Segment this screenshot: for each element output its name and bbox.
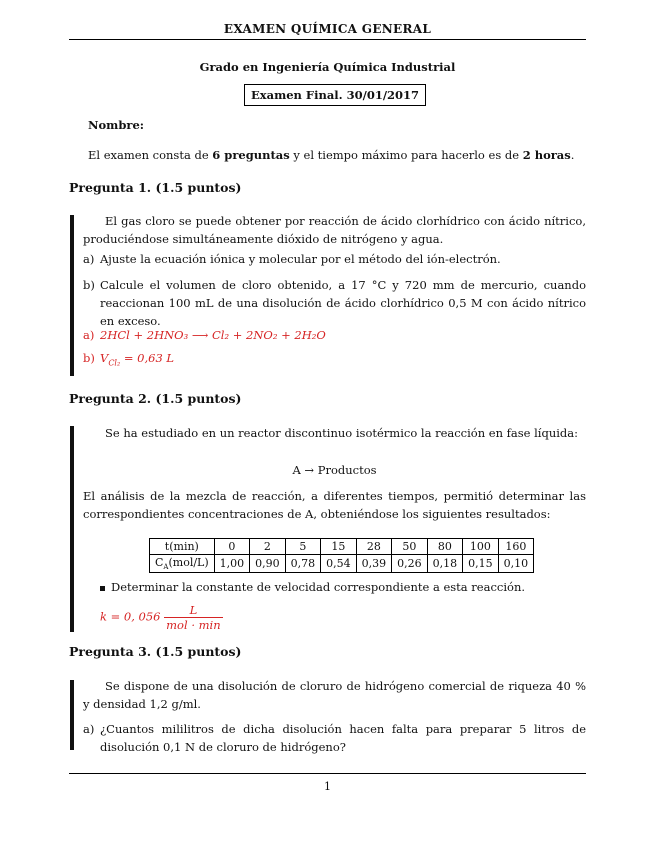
question-2-bar (70, 426, 74, 632)
rate-constant-units (164, 603, 222, 632)
reaction-line: A → Productos (292, 463, 377, 477)
bullet-text: Determinar la constante de velocidad correspondiente a esta reacción. (111, 580, 526, 594)
exam-header: EXAMEN QUÍMICA GENERAL (223, 22, 432, 36)
question-1-bar (70, 215, 74, 376)
table-cell: 0,90 (250, 555, 286, 573)
question-3-statement: Se dispone de una disolución de cloruro de hidrógeno comercial de riqueza 40 % y densidad 1,2 g/ml. (83, 679, 586, 711)
question-1-statement: El gas cloro se puede obtener por reacción de ácido clorhídrico con ácido nítrico, produciéndose simultáneamente dióxido de nitrógeno y agua. (83, 214, 586, 246)
item-text: ¿Cuantos mililitros de dicha disolución hacen falta para preparar 5 litros de disolución 0,1 N de cloruro de hidrógeno? (100, 722, 586, 754)
item-label: a) (83, 722, 95, 736)
table-cell: 15 (321, 539, 357, 555)
question-2-statement2: El análisis de la mezcla de reacción, a diferentes tiempos, permitió determinar las correspondientes concentraciones de A, obteniéndose los siguientes resultados: (83, 489, 586, 521)
volume-value: = 0,63 L (120, 351, 175, 365)
table-cell: 2 (250, 539, 286, 555)
volume-symbol: V (100, 351, 109, 365)
question-2-heading: Pregunta 2. (1.5 puntos) (69, 391, 242, 406)
table-row-label: t(min) (150, 539, 215, 555)
table-cell: 160 (498, 539, 534, 555)
fraction-numerator: L (164, 603, 222, 618)
question-3-heading: Pregunta 3. (1.5 puntos) (69, 644, 242, 659)
name-label: Nombre: (88, 118, 145, 132)
table-row (150, 539, 534, 555)
intro-bold-questions: 6 preguntas (212, 148, 290, 162)
answer-label: a) (83, 328, 95, 342)
label-c: C (155, 556, 164, 569)
fraction-denominator: mol · min (166, 618, 221, 632)
rate-constant-value: k = 0, 056 (100, 609, 161, 624)
table-cell: 100 (463, 539, 499, 555)
answer-label: b) (83, 351, 95, 365)
table-row-label (150, 555, 215, 573)
table-row (150, 555, 534, 573)
intro-bold-hours: 2 horas (522, 148, 571, 162)
footer-rule (69, 773, 586, 774)
table-cell: 0,15 (463, 555, 499, 573)
label-sub: A (163, 563, 169, 572)
degree-subtitle: Grado en Ingeniería Química Industrial (199, 60, 456, 74)
item-text: Calcule el volumen de cloro obtenido, a 17 °C y 720 mm de mercurio, cuando reaccionan 100 mL de una disolución de ácido clorhídrico 0,5 M con ácido nítrico en exceso. (100, 278, 586, 328)
intro-mid: y el tiempo máximo para hacerlo es de (289, 148, 523, 162)
table-cell: 1,00 (214, 555, 250, 573)
table-cell: 0,54 (321, 555, 357, 573)
table-cell: 0,39 (356, 555, 392, 573)
table-cell: 0,78 (285, 555, 321, 573)
question-2-answer (100, 603, 223, 632)
bullet-square-icon (100, 586, 105, 591)
intro-pre: El examen consta de (88, 148, 213, 162)
table-cell: 0 (214, 539, 250, 555)
intro-text (88, 148, 574, 162)
volume-subscript: Cl₂ (108, 358, 121, 368)
item-text: Ajuste la ecuación iónica y molecular por el método del ión-electrón. (100, 252, 501, 266)
question-1-item-a (83, 250, 586, 268)
question-2-statement: Se ha estudiado en un reactor discontinuo isotérmico la reacción en fase líquida: (105, 426, 579, 440)
table-cell: 0,26 (392, 555, 428, 573)
exam-date-box: Examen Final. 30/01/2017 (244, 84, 426, 106)
header-rule (69, 39, 586, 40)
table-cell: 0,10 (498, 555, 534, 573)
page-number: 1 (324, 780, 331, 793)
table-cell: 0,18 (427, 555, 463, 573)
table-cell: 28 (356, 539, 392, 555)
intro-post: . (570, 148, 575, 162)
table-cell: 5 (285, 539, 321, 555)
item-label: a) (83, 252, 95, 266)
label-units: (mol/L) (168, 556, 209, 569)
table-cell: 80 (427, 539, 463, 555)
answer-equation: 2HCl + 2HNO₃ ⟶ Cl₂ + 2NO₂ + 2H₂O (100, 328, 326, 342)
question-3-item-a (83, 720, 586, 756)
answer-volume (100, 349, 586, 372)
question-3-bar (70, 680, 74, 750)
question-1-answer-b (83, 349, 586, 372)
table-cell: 50 (392, 539, 428, 555)
question-1-heading: Pregunta 1. (1.5 puntos) (69, 180, 242, 195)
question-1-item-b (83, 276, 586, 330)
item-label: b) (83, 278, 95, 292)
concentration-table (149, 538, 534, 573)
question-1-answer-a (83, 326, 586, 344)
question-2-bullet (100, 580, 525, 594)
